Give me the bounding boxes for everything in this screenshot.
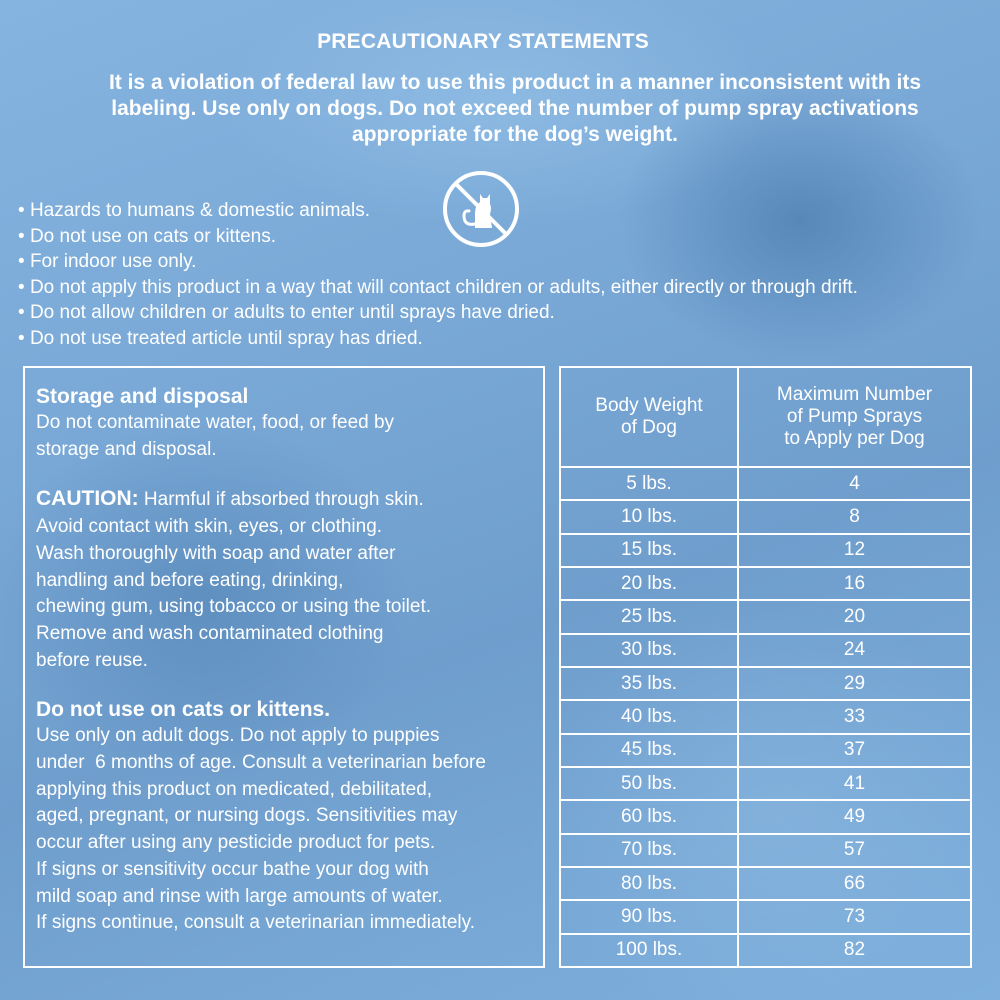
table-row <box>560 734 971 767</box>
weight-cell: 45 lbs. <box>560 734 738 767</box>
dosage-table <box>559 366 972 968</box>
text-line: If signs or sensitivity occur bathe your dog with <box>36 858 429 880</box>
header-line: of Pump Sprays <box>786 406 923 427</box>
table-row <box>560 834 971 867</box>
weight-cell: 5 lbs. <box>560 467 738 500</box>
table-row <box>560 634 971 667</box>
text-line: under 6 months of age. Consult a veterinarian before <box>36 752 486 774</box>
sprays-cell: 49 <box>738 800 971 833</box>
weight-cell: 20 lbs. <box>560 567 738 600</box>
text-line: Wash thoroughly with soap and water after <box>36 542 396 564</box>
weight-cell: 100 lbs. <box>560 934 738 967</box>
weight-cell: 15 lbs. <box>560 534 738 567</box>
weight-cell: 50 lbs. <box>560 767 738 800</box>
storage-section <box>36 384 537 463</box>
table-row <box>560 800 971 833</box>
table-row <box>560 900 971 933</box>
table-row <box>560 867 971 900</box>
header-line: Body Weight <box>595 395 703 416</box>
caution-first-line <box>36 486 537 514</box>
list-item: • For indoor use only. <box>18 249 993 275</box>
weight-cell: 40 lbs. <box>560 700 738 733</box>
sprays-cell: 4 <box>738 467 971 500</box>
text-line: Avoid contact with skin, eyes, or clothing. <box>36 516 383 538</box>
text-line: Do not contaminate water, food, or feed by <box>36 412 395 433</box>
text-line: Remove and wash contaminated clothing <box>36 622 384 644</box>
storage-heading: Storage and disposal <box>36 385 249 408</box>
header-line: of Dog <box>621 417 677 438</box>
weight-cell: 30 lbs. <box>560 634 738 667</box>
sprays-cell: 12 <box>738 534 971 567</box>
sprays-cell: 41 <box>738 767 971 800</box>
sprays-cell: 8 <box>738 500 971 533</box>
text-line: before reuse. <box>36 649 148 671</box>
text-line: occur after using any pesticide product for pets. <box>36 832 436 854</box>
list-item: • Hazards to humans & domestic animals. <box>18 198 993 224</box>
text-line: applying this product on medicated, debilitated, <box>36 778 433 800</box>
caution-section <box>36 486 537 674</box>
table-row <box>560 567 971 600</box>
sprays-cell: 33 <box>738 700 971 733</box>
caution-label: CAUTION: <box>36 487 139 511</box>
sprays-cell: 37 <box>738 734 971 767</box>
sprays-cell: 16 <box>738 567 971 600</box>
list-item: • Do not apply this product in a way that will contact children or adults, either directly or through drift. <box>18 275 993 301</box>
table-row <box>560 600 971 633</box>
caution-text: Harmful if absorbed through skin. <box>138 489 424 511</box>
page-title: PRECAUTIONARY STATEMENTS <box>317 30 649 53</box>
cats-section <box>36 697 537 937</box>
list-item: • Do not use on cats or kittens. <box>18 224 993 250</box>
table-row <box>560 767 971 800</box>
sprays-cell: 20 <box>738 600 971 633</box>
header-line: to Apply per Dog <box>784 428 925 449</box>
header-line: Maximum Number <box>776 384 933 405</box>
sprays-cell: 24 <box>738 634 971 667</box>
text-line: aged, pregnant, or nursing dogs. Sensitivities may <box>36 805 458 827</box>
sprays-cell: 29 <box>738 667 971 700</box>
text-line: handling and before eating, drinking, <box>36 569 344 591</box>
precaution-list <box>18 198 993 351</box>
table-row <box>560 700 971 733</box>
instructions-box <box>23 366 545 968</box>
header-max-sprays <box>738 367 971 467</box>
cats-heading: Do not use on cats or kittens. <box>36 698 331 722</box>
table-row <box>560 934 971 967</box>
table-row <box>560 467 971 500</box>
weight-cell: 90 lbs. <box>560 900 738 933</box>
table-header-row <box>560 367 971 467</box>
sprays-cell: 66 <box>738 867 971 900</box>
text-line: If signs continue, consult a veterinarian immediately. <box>36 912 475 934</box>
table-row <box>560 534 971 567</box>
list-item: • Do not use treated article until spray has dried. <box>18 326 993 352</box>
intro-statement: It is a violation of federal law to use this product in a manner inconsistent with its labeling. Use only on dogs. Do not exceed the number of pump spray activations appropriate for the dog’s weight. <box>108 71 922 146</box>
sprays-cell: 82 <box>738 934 971 967</box>
weight-cell: 70 lbs. <box>560 834 738 867</box>
text-line: storage and disposal. <box>36 438 217 460</box>
weight-cell: 80 lbs. <box>560 867 738 900</box>
table-row <box>560 667 971 700</box>
text-line: mild soap and rinse with large amounts of water. <box>36 885 443 907</box>
text-line: chewing gum, using tobacco or using the toilet. <box>36 596 432 618</box>
sprays-cell: 57 <box>738 834 971 867</box>
header-body-weight <box>560 367 738 467</box>
list-item: • Do not allow children or adults to enter until sprays have dried. <box>18 300 993 326</box>
weight-cell: 35 lbs. <box>560 667 738 700</box>
text-line: Use only on adult dogs. Do not apply to puppies <box>36 725 440 747</box>
weight-cell: 60 lbs. <box>560 800 738 833</box>
table-row <box>560 500 971 533</box>
sprays-cell: 73 <box>738 900 971 933</box>
weight-cell: 25 lbs. <box>560 600 738 633</box>
weight-cell: 10 lbs. <box>560 500 738 533</box>
